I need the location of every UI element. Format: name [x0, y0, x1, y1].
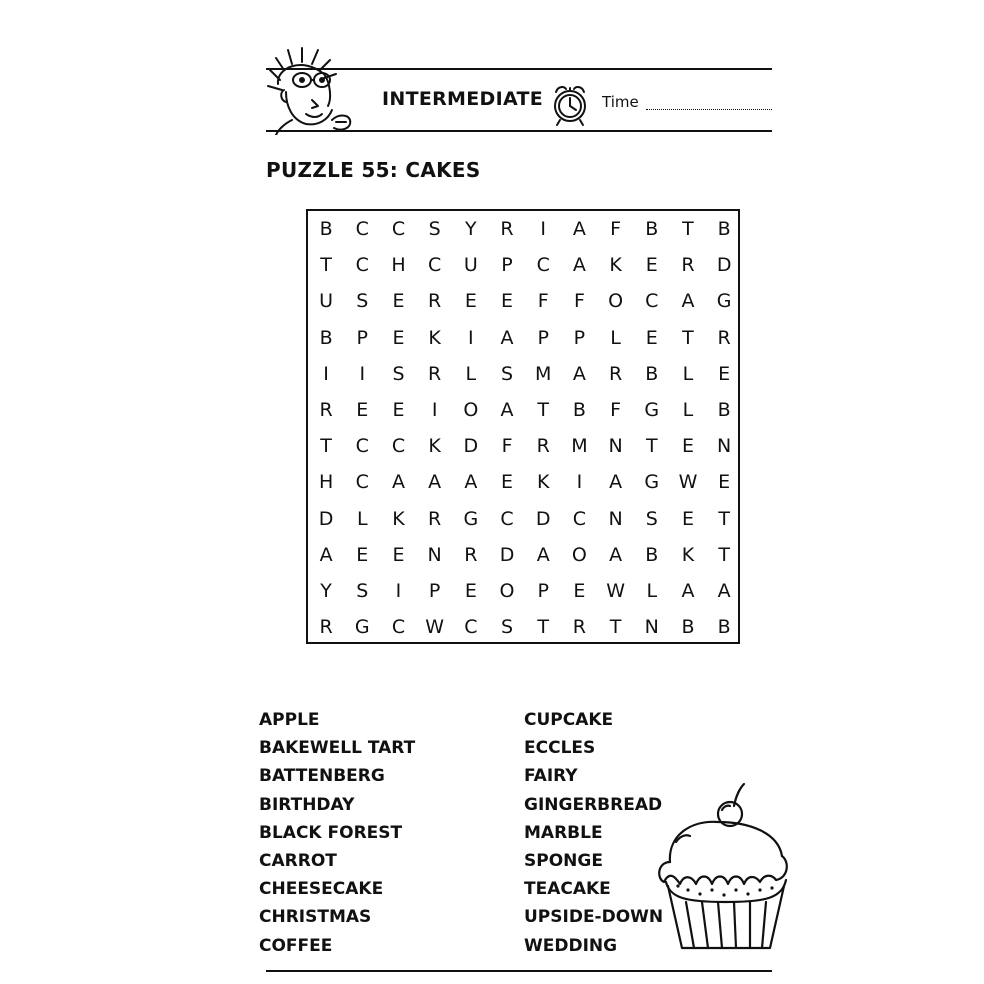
grid-cell[interactable]: D [716, 254, 732, 277]
grid-cell[interactable]: A [428, 471, 442, 494]
word-list-item: CUPCAKE [524, 710, 614, 730]
grid-cell[interactable]: K [681, 543, 695, 566]
grid-cell[interactable]: P [428, 579, 441, 602]
grid-cell[interactable]: D [499, 543, 515, 566]
puzzle-title: PUZZLE 55: CAKES [266, 158, 481, 182]
grid-cell[interactable]: A [572, 362, 586, 385]
grid-cell[interactable]: S [392, 362, 405, 385]
grid-cell[interactable]: H [318, 471, 334, 494]
word-list-left [259, 706, 415, 960]
grid-cell[interactable]: C [536, 254, 550, 277]
word-list-item: ECCLES [524, 738, 596, 759]
word-list-item: WEDDING [524, 935, 618, 956]
word-list-item: APPLE [259, 710, 320, 730]
word-search-grid [306, 211, 740, 645]
grid-cell[interactable]: A [609, 543, 623, 566]
grid-cell[interactable]: F [610, 399, 622, 422]
grid-cell[interactable]: C [391, 218, 406, 241]
grid-cell[interactable]: B [645, 543, 659, 566]
grid-cell[interactable]: A [717, 579, 731, 602]
word-list-item: FAIRY [524, 766, 578, 787]
grid-cell[interactable]: T [718, 543, 730, 566]
word-list-item: TEACAKE [524, 879, 611, 900]
grid-cell[interactable]: K [428, 326, 441, 349]
grid-cell[interactable]: A [572, 218, 586, 241]
grid-cell[interactable]: R [681, 254, 695, 277]
grid-cell[interactable]: K [536, 471, 550, 494]
grid-cell[interactable]: C [355, 435, 369, 458]
grid-cell[interactable]: G [644, 471, 660, 494]
grid-cell[interactable]: U [319, 290, 334, 313]
grid-cell[interactable]: C [355, 254, 369, 277]
grid-cell[interactable]: Y [320, 579, 332, 602]
word-list-item: MARBLE [524, 822, 603, 843]
grid-cell[interactable]: E [392, 543, 405, 566]
grid-cell[interactable]: R [536, 435, 550, 458]
grid-cell[interactable]: E [501, 471, 514, 494]
grid-cell[interactable]: K [609, 254, 622, 277]
grid-cell[interactable]: P [573, 326, 586, 349]
grid-cell[interactable]: L [356, 507, 368, 530]
grid-cell[interactable]: T [645, 435, 658, 458]
grid-cell[interactable]: E [356, 399, 369, 422]
grid-cell[interactable]: B [645, 218, 659, 241]
grid-cell[interactable]: T [718, 507, 730, 530]
grid-cell[interactable]: B [681, 616, 695, 639]
grid-cell[interactable]: I [540, 218, 547, 241]
grid-cell[interactable]: A [536, 543, 550, 566]
grid-cell[interactable]: E [392, 399, 405, 422]
grid-cell[interactable]: A [572, 254, 586, 277]
grid-cell[interactable]: S [356, 290, 369, 313]
footer-rule [266, 970, 772, 972]
grid-cell[interactable]: P [537, 579, 549, 602]
grid-cell[interactable]: C [645, 290, 659, 313]
grid-cell[interactable]: K [392, 507, 405, 530]
grid-cell[interactable]: E [718, 471, 731, 494]
grid-cell[interactable]: C [428, 254, 442, 277]
grid-cell[interactable]: W [678, 471, 698, 494]
grid-cell[interactable]: C [391, 435, 406, 458]
grid-cell[interactable]: P [501, 254, 513, 277]
word-list-item: GINGERBREAD [524, 794, 663, 815]
grid-cell[interactable]: D [318, 507, 334, 530]
grid-cell[interactable]: N [608, 507, 623, 530]
grid-cell[interactable]: S [501, 616, 514, 639]
grid-cell[interactable]: I [468, 326, 474, 349]
grid-cell[interactable]: N [608, 435, 623, 458]
grid-cell[interactable]: C [500, 507, 514, 530]
grid-cell[interactable]: E [356, 543, 369, 566]
word-list-item: BIRTHDAY [259, 794, 355, 815]
grid-cell[interactable]: G [644, 399, 660, 422]
grid-cell[interactable]: E [645, 326, 658, 349]
grid-cell[interactable]: E [392, 290, 405, 313]
grid-cell[interactable]: P [356, 326, 369, 349]
grid-cell[interactable]: A [609, 471, 623, 494]
grid-cell[interactable]: H [391, 254, 406, 277]
grid-cell[interactable]: R [717, 326, 731, 349]
grid-cell[interactable]: U [463, 254, 478, 277]
grid-cell[interactable]: C [572, 507, 587, 530]
grid-cell[interactable]: L [682, 362, 694, 385]
grid-cell[interactable]: N [717, 435, 732, 458]
grid-cell[interactable]: R [608, 362, 623, 385]
word-list-item: BATTENBERG [259, 766, 385, 787]
grid-cell[interactable]: R [428, 362, 442, 385]
grid-cell[interactable]: A [500, 399, 514, 422]
grid-cell[interactable]: R [428, 507, 442, 530]
grid-cell[interactable]: D [463, 435, 479, 458]
grid-cell[interactable]: O [571, 543, 587, 566]
grid-cell[interactable]: C [464, 616, 478, 639]
grid-cell[interactable]: G [463, 507, 479, 530]
grid-cell[interactable]: S [501, 362, 514, 385]
grid-cell[interactable]: R [500, 218, 514, 241]
grid-cell[interactable]: S [428, 218, 441, 241]
grid-cell[interactable]: B [717, 616, 731, 639]
grid-cell[interactable]: R [572, 616, 586, 639]
grid-cell[interactable]: S [356, 579, 369, 602]
grid-cell[interactable]: F [537, 290, 549, 313]
word-list-item: SPONGE [524, 851, 603, 872]
grid-cell[interactable]: A [681, 290, 695, 313]
grid-cell[interactable]: T [682, 218, 694, 241]
word-list-item: UPSIDE-DOWN [524, 907, 664, 928]
difficulty-level: INTERMEDIATE [382, 88, 544, 110]
grid-cell[interactable]: A [500, 326, 514, 349]
grid-cell[interactable]: D [535, 507, 551, 530]
grid-cell[interactable]: I [431, 399, 438, 422]
grid-cell[interactable]: R [319, 399, 333, 422]
grid-cell[interactable]: L [682, 399, 694, 422]
grid-cell[interactable]: E [464, 579, 477, 602]
grid-cell[interactable]: W [425, 616, 445, 639]
thinking-person-icon [262, 40, 372, 135]
grid-cell[interactable]: N [644, 616, 659, 639]
word-list-item: BLACK FOREST [259, 822, 403, 843]
grid-cell[interactable]: A [681, 579, 695, 602]
word-list-item: COFFEE [259, 935, 333, 956]
grid-cell[interactable]: O [499, 579, 515, 602]
grid-cell[interactable]: B [319, 218, 333, 241]
grid-cell[interactable]: B [717, 399, 731, 422]
grid-cell[interactable]: B [319, 326, 333, 349]
grid-cell[interactable]: A [319, 543, 333, 566]
word-list-item: CHEESECAKE [259, 879, 384, 900]
grid-cell[interactable]: R [319, 616, 333, 639]
grid-cell[interactable]: T [609, 616, 622, 639]
grid-cell[interactable]: T [320, 254, 332, 277]
grid-cell[interactable]: E [645, 254, 658, 277]
grid-cell[interactable]: I [323, 362, 329, 385]
grid-cell[interactable]: E [501, 290, 514, 313]
grid-cell[interactable]: O [608, 290, 624, 313]
grid-cell[interactable]: B [572, 399, 586, 422]
time-label: Time [602, 93, 639, 111]
alarm-clock-icon [546, 80, 594, 128]
grid-cell[interactable]: W [606, 579, 625, 602]
grid-cell[interactable]: G [354, 616, 370, 639]
grid-cell[interactable]: M [571, 435, 588, 458]
grid-cell[interactable]: F [573, 290, 585, 313]
grid-cell[interactable]: C [355, 218, 369, 241]
grid-cell[interactable]: G [716, 290, 732, 313]
grid-cell[interactable]: E [464, 290, 477, 313]
grid-cell[interactable]: I [576, 471, 583, 494]
grid-cell[interactable]: E [573, 579, 586, 602]
grid-cell[interactable]: K [428, 435, 441, 458]
grid-cell[interactable]: I [395, 579, 402, 602]
grid-cell[interactable]: A [464, 471, 478, 494]
grid-cell[interactable]: R [428, 290, 442, 313]
word-list-item: CHRISTMAS [259, 907, 372, 928]
grid-cell[interactable]: T [537, 399, 550, 422]
grid-cell[interactable]: L [646, 579, 658, 602]
grid-cell[interactable]: O [463, 399, 479, 422]
grid-cell[interactable]: M [535, 362, 552, 385]
grid-cell[interactable]: I [359, 362, 366, 385]
grid-cell[interactable]: L [610, 326, 621, 349]
grid-cell[interactable]: L [465, 362, 477, 385]
grid-cell[interactable]: T [320, 435, 332, 458]
grid-cell[interactable]: T [682, 326, 694, 349]
grid-cell[interactable]: B [645, 362, 659, 385]
grid-cell[interactable]: N [427, 543, 442, 566]
grid-cell[interactable]: Y [465, 218, 477, 241]
grid-cell[interactable]: F [610, 218, 622, 241]
grid-cell[interactable]: R [464, 543, 478, 566]
grid-cell[interactable]: E [718, 362, 731, 385]
grid-cell[interactable]: S [645, 507, 658, 530]
cupcake-icon [650, 778, 800, 953]
grid-cell[interactable]: T [537, 616, 550, 639]
grid-cell[interactable]: F [501, 435, 513, 458]
word-list-item: BAKEWELL TART [259, 738, 416, 759]
grid-cell[interactable]: A [391, 471, 405, 494]
grid-cell[interactable]: C [355, 471, 369, 494]
grid-cell[interactable]: E [681, 435, 694, 458]
grid-cell[interactable]: C [391, 616, 406, 639]
grid-cell[interactable]: P [537, 326, 549, 349]
time-entry-line[interactable] [646, 109, 772, 110]
word-list-item: CARROT [259, 851, 337, 872]
grid-cell[interactable]: E [392, 326, 405, 349]
word-list-right [524, 706, 663, 960]
grid-cell[interactable]: B [717, 218, 731, 241]
grid-cell[interactable]: E [681, 507, 694, 530]
